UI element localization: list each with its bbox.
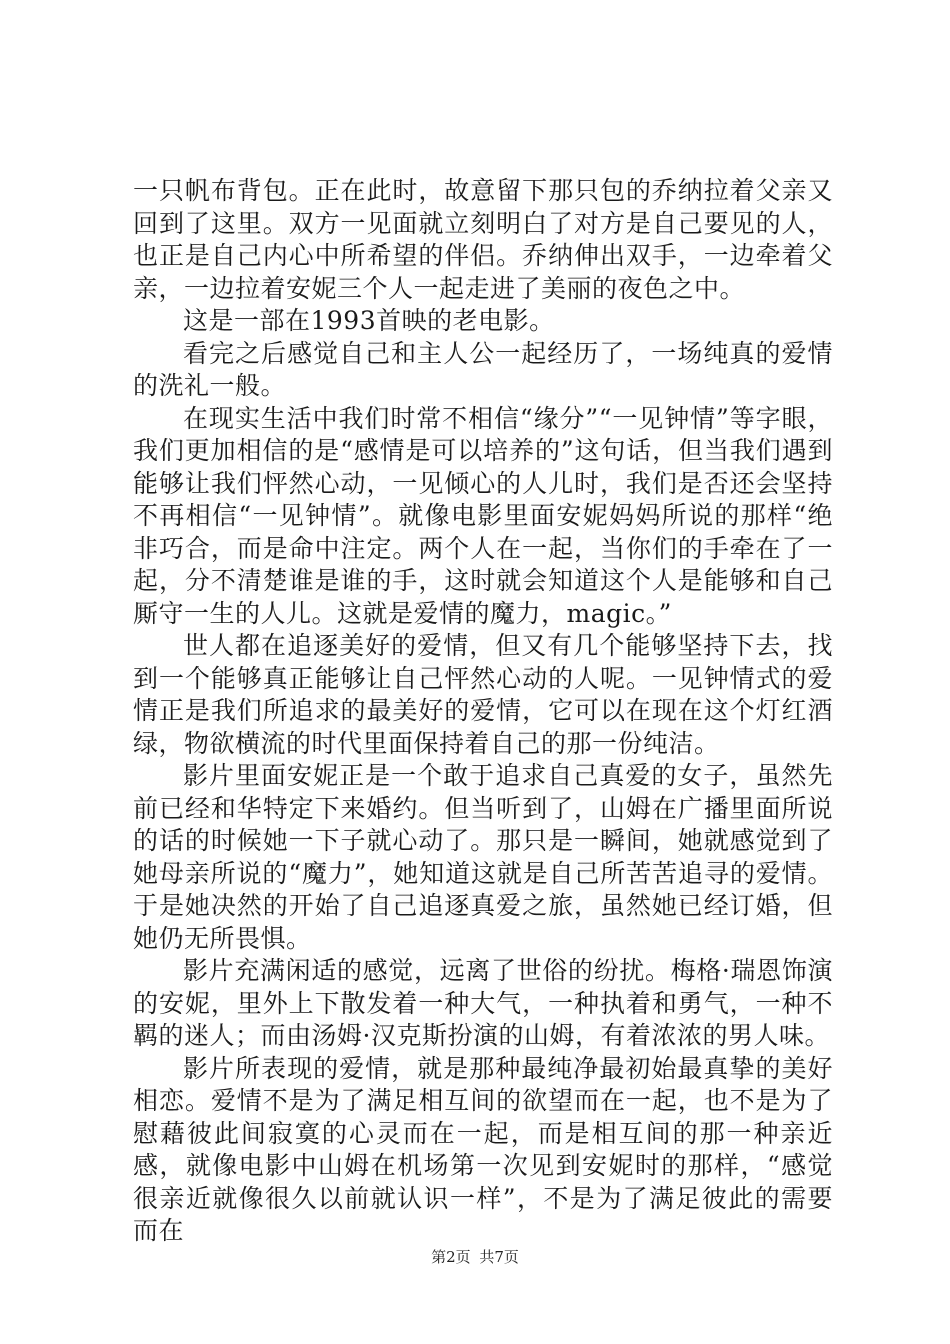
paragraph-4: 在现实生活中我们时常不相信“缘分”“一见钟情”等字眼，我们更加相信的是“感情是可以培养的”这句话，但当我们遇到能够让我们怦然心动，一见倾心的人儿时，我们是否还会坚持不再相信“一见钟情”。就像电影里面安妮妈妈所说的那样“绝非巧合，而是命中注定。两个人在一起，当你们的手牵在了一起，分不清楚谁是谁的手，这时就会知道这个人是能够和自己厮守一生的人儿。这就是爱情的魔力，magic。”	[133, 403, 833, 628]
paragraph-2: 这是一部在1993首映的老电影。	[183, 306, 555, 335]
paragraph-1: 一只帆布背包。正在此时，故意留下那只包的乔纳拉着父亲又回到了这里。双方一见面就立刻明白了对方是自己要见的人，也正是自己内心中所希望的伴侣。乔纳伸出双手，一边牵着父亲，一边拉着安妮三个人一起走进了美丽的夜色之中。	[133, 176, 833, 303]
paragraph-5: 世人都在追逐美好的爱情，但又有几个能够坚持下去，找到一个能够真正能够让自己怦然心动的人呢。一见钟情式的爱情正是我们所追求的最美好的爱情，它可以在现在这个灯红酒绿，物欲横流的时代里面保持着自己的那一份纯洁。	[133, 631, 833, 758]
paragraph-3: 看完之后感觉自己和主人公一起经历了，一场纯真的爱情的洗礼一般。	[133, 338, 833, 400]
paragraph-6: 影片里面安妮正是一个敢于追求自己真爱的女子，虽然先前已经和华特定下来婚约。但当听到了，山姆在广播里面所说的话的时候她一下子就心动了。那只是一瞬间，她就感觉到了她母亲所说的“魔力”，她知道这就是自己所苦苦追寻的爱情。于是她决然的开始了自己追逐真爱之旅，虽然她已经订婚，但她仍无所畏惧。	[133, 761, 833, 953]
document-body	[133, 175, 833, 1248]
page-footer	[0, 1246, 950, 1267]
page-number: 第2页	[431, 1248, 471, 1266]
page-total: 共7页	[479, 1248, 519, 1266]
paragraph-8: 影片所表现的爱情，就是那种最纯净最初始最真挚的美好相恋。爱情不是为了满足相互间的欲望而在一起，也不是为了慰藉彼此间寂寞的心灵而在一起，而是相互间的那一种亲近感，就像电影中山姆在机场第一次见到安妮时的那样，“感觉很亲近就像很久以前就认识一样”，不是为了满足彼此的需要而在	[133, 1053, 833, 1245]
paragraph-7: 影片充满闲适的感觉，远离了世俗的纷扰。梅格·瑞恩饰演的安妮，里外上下散发着一种大气，一种执着和勇气，一种不羁的迷人；而由汤姆·汉克斯扮演的山姆，有着浓浓的男人味。	[133, 956, 833, 1050]
